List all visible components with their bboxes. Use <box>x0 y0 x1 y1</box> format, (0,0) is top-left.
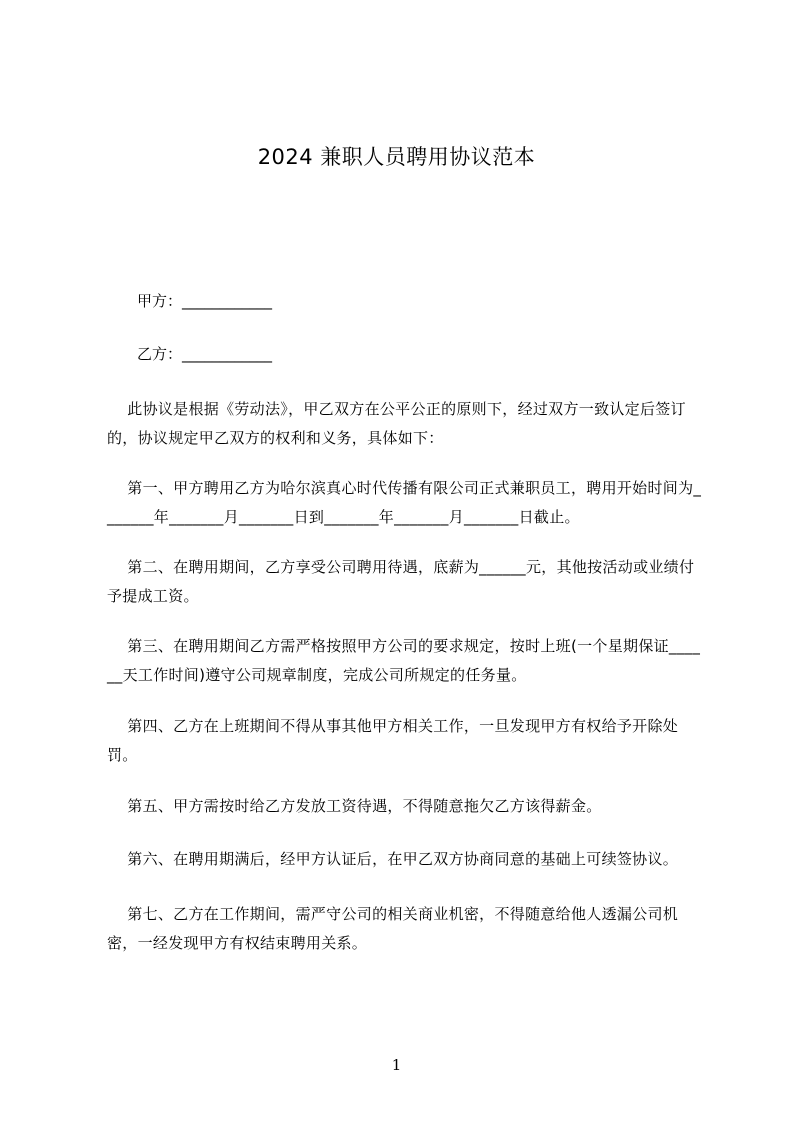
clause-6: 第六、在聘用期满后，经甲方认证后，在甲乙双方协商同意的基础上可续签协议。 <box>107 850 679 868</box>
clause-5: 第五、甲方需按时给乙方发放工资待遇，不得随意拖欠乙方该得薪金。 <box>107 797 602 815</box>
clause-2: 第二、在聘用期间，乙方享受公司聘用待遇，底薪为______元，其他按活动或业绩付予提成工资。 <box>107 558 695 605</box>
clause-4: 第四、乙方在上班期间不得从事其他甲方相关工作，一旦发现甲方有权给予开除处罚。 <box>107 717 679 764</box>
page-number: 1 <box>391 1056 402 1074</box>
intro-paragraph: 此协议是根据《劳动法》，甲乙双方在公平公正的原则下，经过双方一致认定后签订的，协议规定甲乙双方的权利和义务，具体如下： <box>107 400 686 447</box>
document-title: 2024 兼职人员聘用协议范本 <box>257 145 536 169</box>
clause-7: 第七、乙方在工作期间，需严守公司的相关商业机密，不得随意给他人透漏公司机密，一经发现甲方有权结束聘用关系。 <box>107 905 679 952</box>
clause-3: 第三、在聘用期间乙方需严格按照甲方公司的要求规定，按时上班(一个星期保证______天工作时间)遵守公司规章制度，完成公司所规定的任务量。 <box>107 637 701 684</box>
party-b-line: 乙方：____________ <box>137 345 273 363</box>
party-a-line: 甲方：____________ <box>137 292 273 310</box>
clause-1: 第一、甲方聘用乙方为哈尔滨真心时代传播有限公司正式兼职员工，聘用开始时间为_______年_______月_______日到_______年_______月_______日截止。 <box>107 479 702 526</box>
